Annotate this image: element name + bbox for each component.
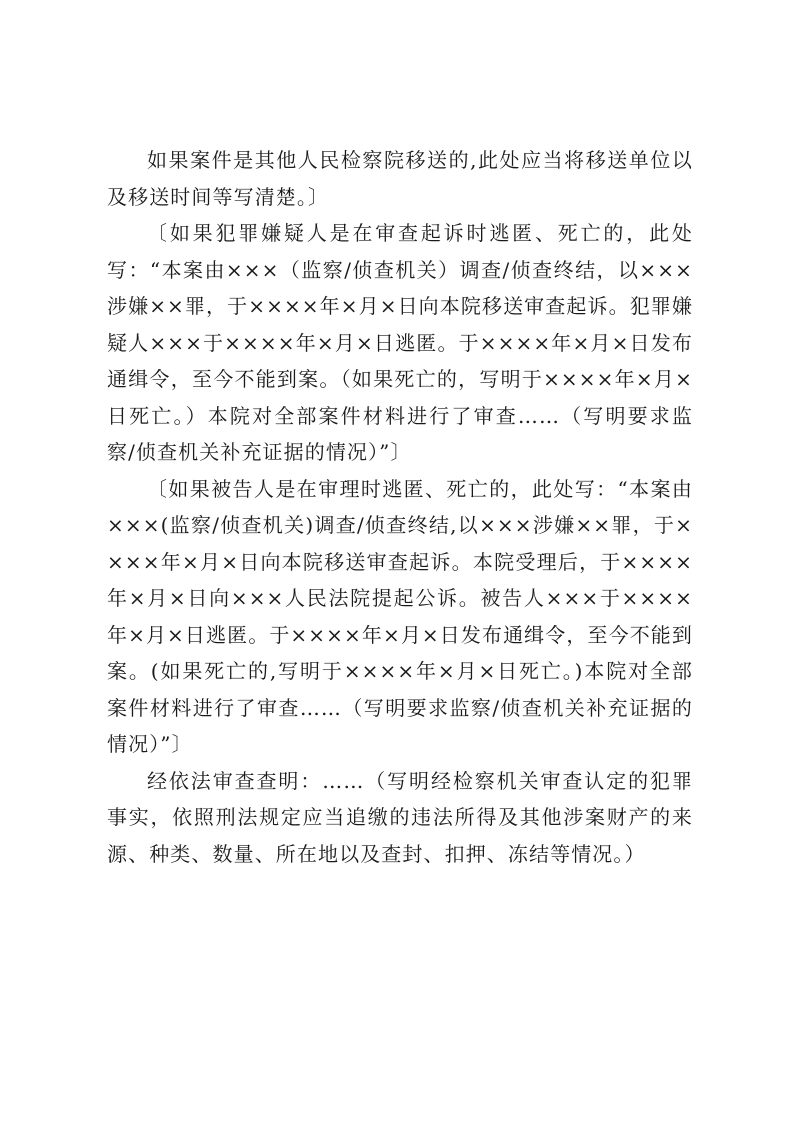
paragraph-suspect-absconded: 〔如果犯罪嫌疑人是在审查起诉时逃匿、死亡的，此处写：“本案由×××（监察/侦查机关）调查/侦查终结，以×××涉嫌××罪，于××××年×月×日向本院移送审查起诉。犯罪嫌疑人×××于××××年×月×日逃匿。于××××年×月×日发布通缉令，至今不能到案。（如果死亡的，写明于××××年×月×日死亡。）本院对全部案件材料进行了审查……（写明要求监察/侦查机关补充证据的情况）”〕: [107, 221, 693, 464]
document-body: [107, 142, 693, 872]
paragraph-defendant-absconded: 〔如果被告人是在审理时逃匿、死亡的，此处写：“本案由×××(监察/侦查机关)调查/侦查终结,以×××涉嫌××罪，于××××年×月×日向本院移送审查起诉。本院受理后，于××××年×月×日向×××人民法院提起公诉。被告人×××于××××年×月×日逃匿。于××××年×月×日发布通缉令，至今不能到案。(如果死亡的,写明于××××年×月×日死亡。)本院对全部案件材料进行了审查……（写明要求监察/侦查机关补充证据的情况）”〕: [107, 476, 693, 756]
paragraph-findings: 经依法审查查明：……（写明经检察机关审查认定的犯罪事实，依照刑法规定应当追缴的违法所得及其他涉案财产的来源、种类、数量、所在地以及查封、扣押、冻结等情况。）: [107, 768, 693, 866]
paragraph-transfer-note: 如果案件是其他人民检察院移送的,此处应当将移送单位以及移送时间等写清楚。〕: [107, 148, 693, 209]
